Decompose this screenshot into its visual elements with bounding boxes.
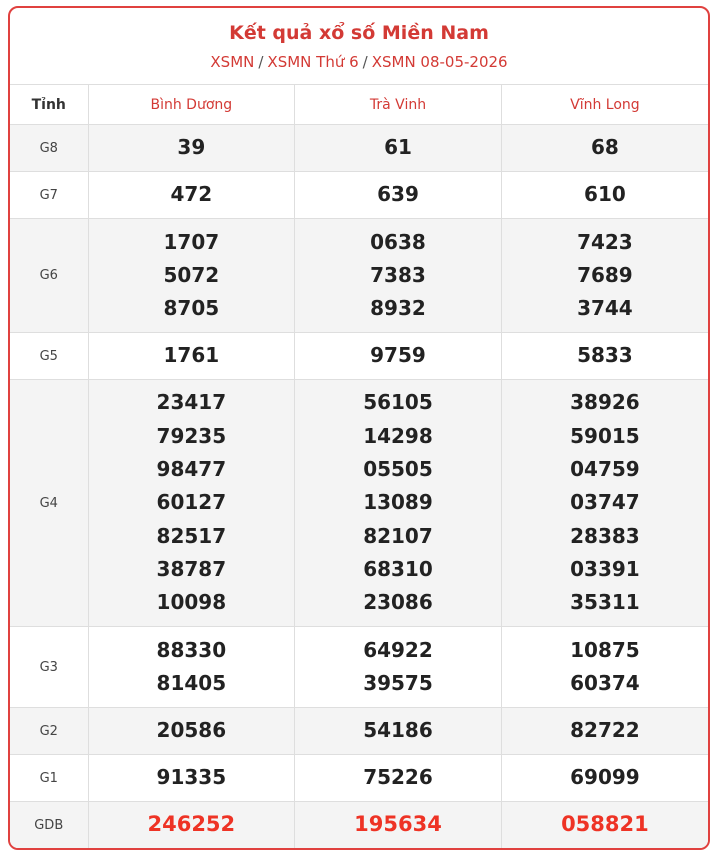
result-number: 610 <box>584 182 626 207</box>
result-cell <box>88 172 295 219</box>
result-number: 38787 <box>156 556 227 581</box>
header-province-tra-vinh[interactable]: Trà Vinh <box>295 85 502 125</box>
result-number: 88330 <box>156 637 227 662</box>
result-number: 03747 <box>570 490 640 515</box>
breadcrumb-link-weekday[interactable]: XSMN Thứ 6 <box>267 53 359 71</box>
result-cell <box>295 708 502 755</box>
results-card <box>8 6 710 850</box>
result-number: 5072 <box>163 262 220 287</box>
result-cell <box>88 333 295 380</box>
result-cell <box>88 380 295 627</box>
prize-label: G8 <box>10 125 88 172</box>
result-number: 8705 <box>163 296 220 321</box>
result-number: 639 <box>377 182 419 207</box>
special-prize-number: 195634 <box>354 812 442 837</box>
result-number: 7689 <box>577 262 633 287</box>
result-number: 79235 <box>156 423 227 448</box>
result-cell <box>501 219 708 333</box>
result-cell <box>295 172 502 219</box>
result-cell <box>295 333 502 380</box>
result-number: 38926 <box>570 390 640 415</box>
header-province-label: Tỉnh <box>10 85 88 125</box>
result-number: 3744 <box>577 296 633 321</box>
result-number: 23086 <box>363 590 433 615</box>
prize-label: G1 <box>10 755 88 802</box>
result-cell <box>88 755 295 802</box>
result-cell <box>501 333 708 380</box>
result-cell <box>501 172 708 219</box>
result-number: 75226 <box>363 765 433 790</box>
result-cell <box>88 627 295 708</box>
result-cell <box>501 125 708 172</box>
result-number: 81405 <box>156 671 227 695</box>
result-cell <box>295 125 502 172</box>
prize-label: G5 <box>10 333 88 380</box>
prize-row-g1 <box>10 755 708 802</box>
breadcrumb-link-xsmn[interactable]: XSMN <box>210 53 255 71</box>
prize-label: G2 <box>10 708 88 755</box>
result-number: 10098 <box>156 590 227 615</box>
result-number: 0638 <box>370 229 426 254</box>
result-number: 7423 <box>577 229 633 254</box>
result-number: 39575 <box>363 671 433 695</box>
prize-row-g2 <box>10 708 708 755</box>
result-cell <box>501 802 708 849</box>
result-number: 61 <box>384 135 412 160</box>
result-number: 05505 <box>363 457 433 482</box>
result-number: 64922 <box>363 637 433 662</box>
results-body <box>10 125 708 849</box>
prize-row-g3 <box>10 627 708 708</box>
breadcrumb-current: XSMN 08-05-2026 <box>371 53 508 71</box>
prize-label: G6 <box>10 219 88 333</box>
result-number: 23417 <box>156 390 227 415</box>
result-cell <box>501 755 708 802</box>
breadcrumb-separator: / <box>362 53 368 71</box>
result-number: 472 <box>170 182 213 207</box>
result-number: 14298 <box>363 423 433 448</box>
results-header <box>10 8 708 84</box>
prize-row-g7 <box>10 172 708 219</box>
result-number: 54186 <box>363 718 433 743</box>
result-number: 56105 <box>363 390 433 415</box>
table-header-row <box>10 85 708 125</box>
result-cell <box>88 708 295 755</box>
special-prize-number: 246252 <box>147 812 236 837</box>
result-number: 91335 <box>156 765 227 790</box>
result-cell <box>295 755 502 802</box>
result-number: 98477 <box>156 457 227 482</box>
prize-row-g6 <box>10 219 708 333</box>
prize-row-g5 <box>10 333 708 380</box>
result-cell <box>295 802 502 849</box>
result-number: 03391 <box>570 556 640 581</box>
result-number: 10875 <box>570 637 640 662</box>
result-number: 9759 <box>370 343 426 368</box>
special-prize-number: 058821 <box>561 812 649 837</box>
breadcrumb-separator: / <box>258 53 264 71</box>
result-number: 1761 <box>163 343 220 368</box>
result-number: 8932 <box>370 296 426 321</box>
result-number: 68310 <box>363 556 433 581</box>
result-number: 20586 <box>156 718 227 743</box>
result-number: 04759 <box>570 457 640 482</box>
prize-row-gdb <box>10 802 708 849</box>
result-cell <box>88 125 295 172</box>
page-title: Kết quả xổ số Miền Nam <box>229 22 489 44</box>
result-number: 82107 <box>363 523 433 548</box>
result-cell <box>295 219 502 333</box>
prize-label: G7 <box>10 172 88 219</box>
result-number: 68 <box>590 135 619 160</box>
result-cell <box>295 627 502 708</box>
result-number: 60374 <box>570 671 640 695</box>
result-cell <box>501 627 708 708</box>
header-province-binh-duong[interactable]: Bình Dương <box>88 85 295 125</box>
result-number: 82722 <box>570 718 640 743</box>
result-cell <box>295 380 502 627</box>
results-table <box>10 84 708 849</box>
result-cell <box>501 708 708 755</box>
result-cell <box>501 380 708 627</box>
result-number: 13089 <box>363 490 433 515</box>
result-number: 59015 <box>570 423 640 448</box>
header-province-vinh-long[interactable]: Vĩnh Long <box>501 85 708 125</box>
result-number: 5833 <box>577 343 633 368</box>
prize-label: G4 <box>10 380 88 627</box>
prize-label: GDB <box>10 802 88 849</box>
result-cell <box>88 219 295 333</box>
result-number: 1707 <box>163 229 220 254</box>
prize-row-g4 <box>10 380 708 627</box>
result-number: 28383 <box>570 523 640 548</box>
result-number: 60127 <box>156 490 227 515</box>
prize-label: G3 <box>10 627 88 708</box>
result-number: 7383 <box>370 262 426 287</box>
prize-row-g8 <box>10 125 708 172</box>
result-number: 82517 <box>156 523 227 548</box>
breadcrumb <box>10 51 708 73</box>
result-number: 39 <box>177 135 206 160</box>
result-number: 35311 <box>570 590 640 615</box>
result-number: 69099 <box>570 765 640 790</box>
result-cell <box>88 802 295 849</box>
